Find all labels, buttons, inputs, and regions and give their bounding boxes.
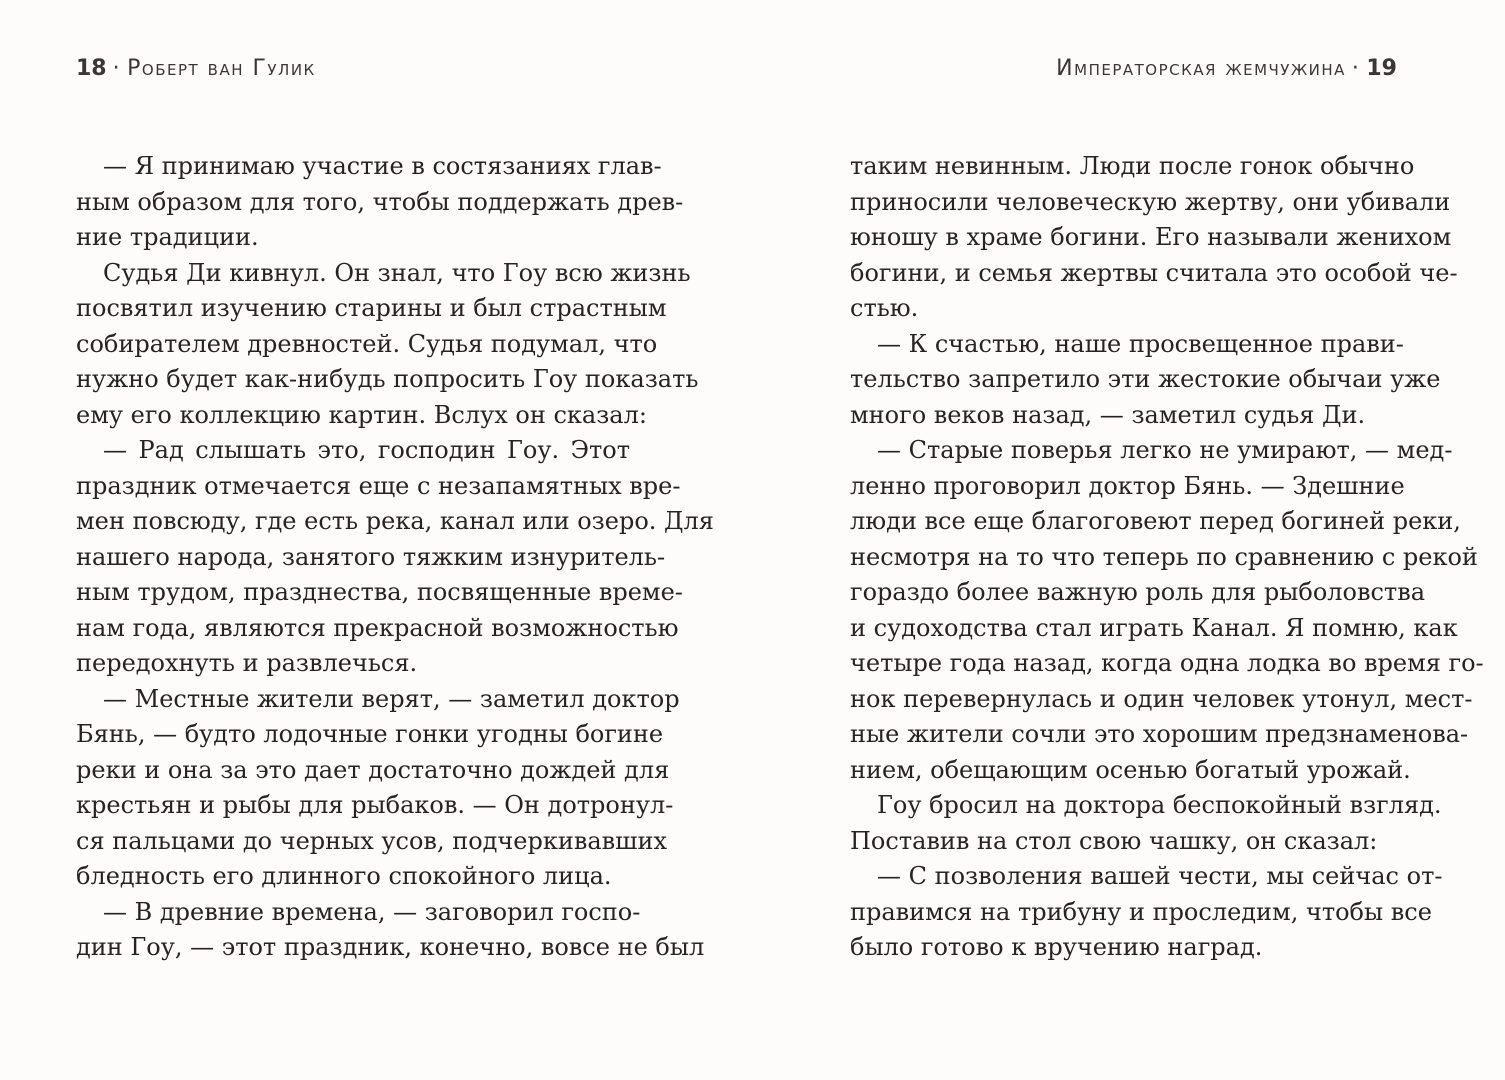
text-line: дин Гоу, — этот праздник, конечно, вовсе не был [76,933,705,961]
text-line: — Старые поверья легко не умирают, — мед- [877,436,1453,464]
text-line: таким невинным. Люди после гонок обычно [850,152,1415,180]
right-body-text [850,149,1484,966]
text-line: Бянь, — будто лодочные гонки угодны богине [76,720,664,748]
text-line: нок перевернулась и один человек утонул, мест- [850,684,1473,713]
text-line: нием, обещающим осенью богатый урожай. [850,755,1411,784]
text-line: нужно будет как-нибудь попросить Гоу показать [76,365,699,393]
text-line: крестьян и рыбы для рыбаков. — Он дотронул- [76,791,674,819]
left-page-number: 18 [76,56,107,81]
text-line: реки и она за это дает достаточно дождей для [76,755,670,784]
text-line: ные жители сочли это хорошим предзнаменова- [850,720,1469,748]
right-page [752,0,1505,1080]
text-line: праздник отмечается еще с незапамятных вре- [76,471,681,500]
text-line: люди все еще благоговеют перед богиней реки, [850,507,1461,535]
right-running-title: Императорская жемчужина [1056,56,1346,81]
right-running-head: Императорская жемчужина · 19 [1056,56,1397,81]
text-line: Гоу бросил на доктора беспокойный взгляд. [877,791,1442,819]
text-line: богини, и семья жертвы считала это особой че- [850,258,1458,287]
text-line: собирателем древностей. Судья подумал, что [76,329,658,358]
text-line: ленно проговорил доктор Бянь. — Здешние [850,471,1405,500]
text-line: ему его коллекцию картин. Вслух он сказал: [76,400,647,429]
text-line: стью. [850,294,919,322]
text-line: ным образом для того, чтобы поддержать древ- [76,187,684,216]
text-line: гораздо более важную роль для рыболовства [850,578,1426,606]
left-body-text [76,149,714,966]
text-line: приносили человеческую жертву, они убивали [850,187,1451,216]
text-line: мен повсюду, где есть река, канал или озеро. Для [76,507,714,535]
text-line: тельство запретило эти жестокие обычаи уже [850,365,1441,393]
text-line: и судоходства стал играть Канал. Я помню, как [850,613,1458,642]
text-line: ся пальцами до черных усов, подчеркивавших [76,826,668,855]
text-line: — Рад слышать это, господин Гоу. Этот [103,436,630,464]
text-line: — Местные жители верят, — заметил доктор [103,684,680,713]
left-running-head: 18 · Роберт ван Гулик [76,56,316,81]
text-line: Судья Ди кивнул. Он знал, что Гоу всю жизнь [103,258,691,287]
text-line: нам года, являются прекрасной возможностью [76,613,679,642]
text-line: юношу в храме богини. Его называли женихом [850,223,1452,251]
text-line: было готово к вручению наград. [850,933,1263,961]
text-line: ние традиции. [76,223,259,251]
text-line: передохнуть и развлечься. [76,649,418,677]
text-line: правимся на трибуну и проследим, чтобы все [850,897,1432,926]
text-line: Поставив на стол свою чашку, он сказал: [850,826,1378,855]
text-line: много веков назад, — заметил судья Ди. [850,400,1366,429]
text-line: — В древние времена, — заговорил госпо- [103,897,641,926]
text-line: бледность его длинного спокойного лица. [76,862,612,890]
text-line: — Я принимаю участие в состязаниях глав- [103,152,662,180]
text-line: несмотря на то что теперь по сравнению с рекой [850,542,1478,571]
text-line: — С позволения вашей чести, мы сейчас от- [877,862,1443,890]
text-line: ным трудом, празднества, посвященные време- [76,578,683,606]
left-running-title: Роберт ван Гулик [127,56,316,81]
text-line: нашего народа, занятого тяжким изнуритель- [76,542,666,571]
right-page-number: 19 [1366,56,1397,81]
text-line: — К счастью, наше просвещенное прави- [877,329,1404,358]
text-line: четыре года назад, когда одна лодка во время го- [850,649,1484,677]
text-line: посвятил изучению старины и был страстным [76,294,667,322]
left-page [0,0,752,1080]
